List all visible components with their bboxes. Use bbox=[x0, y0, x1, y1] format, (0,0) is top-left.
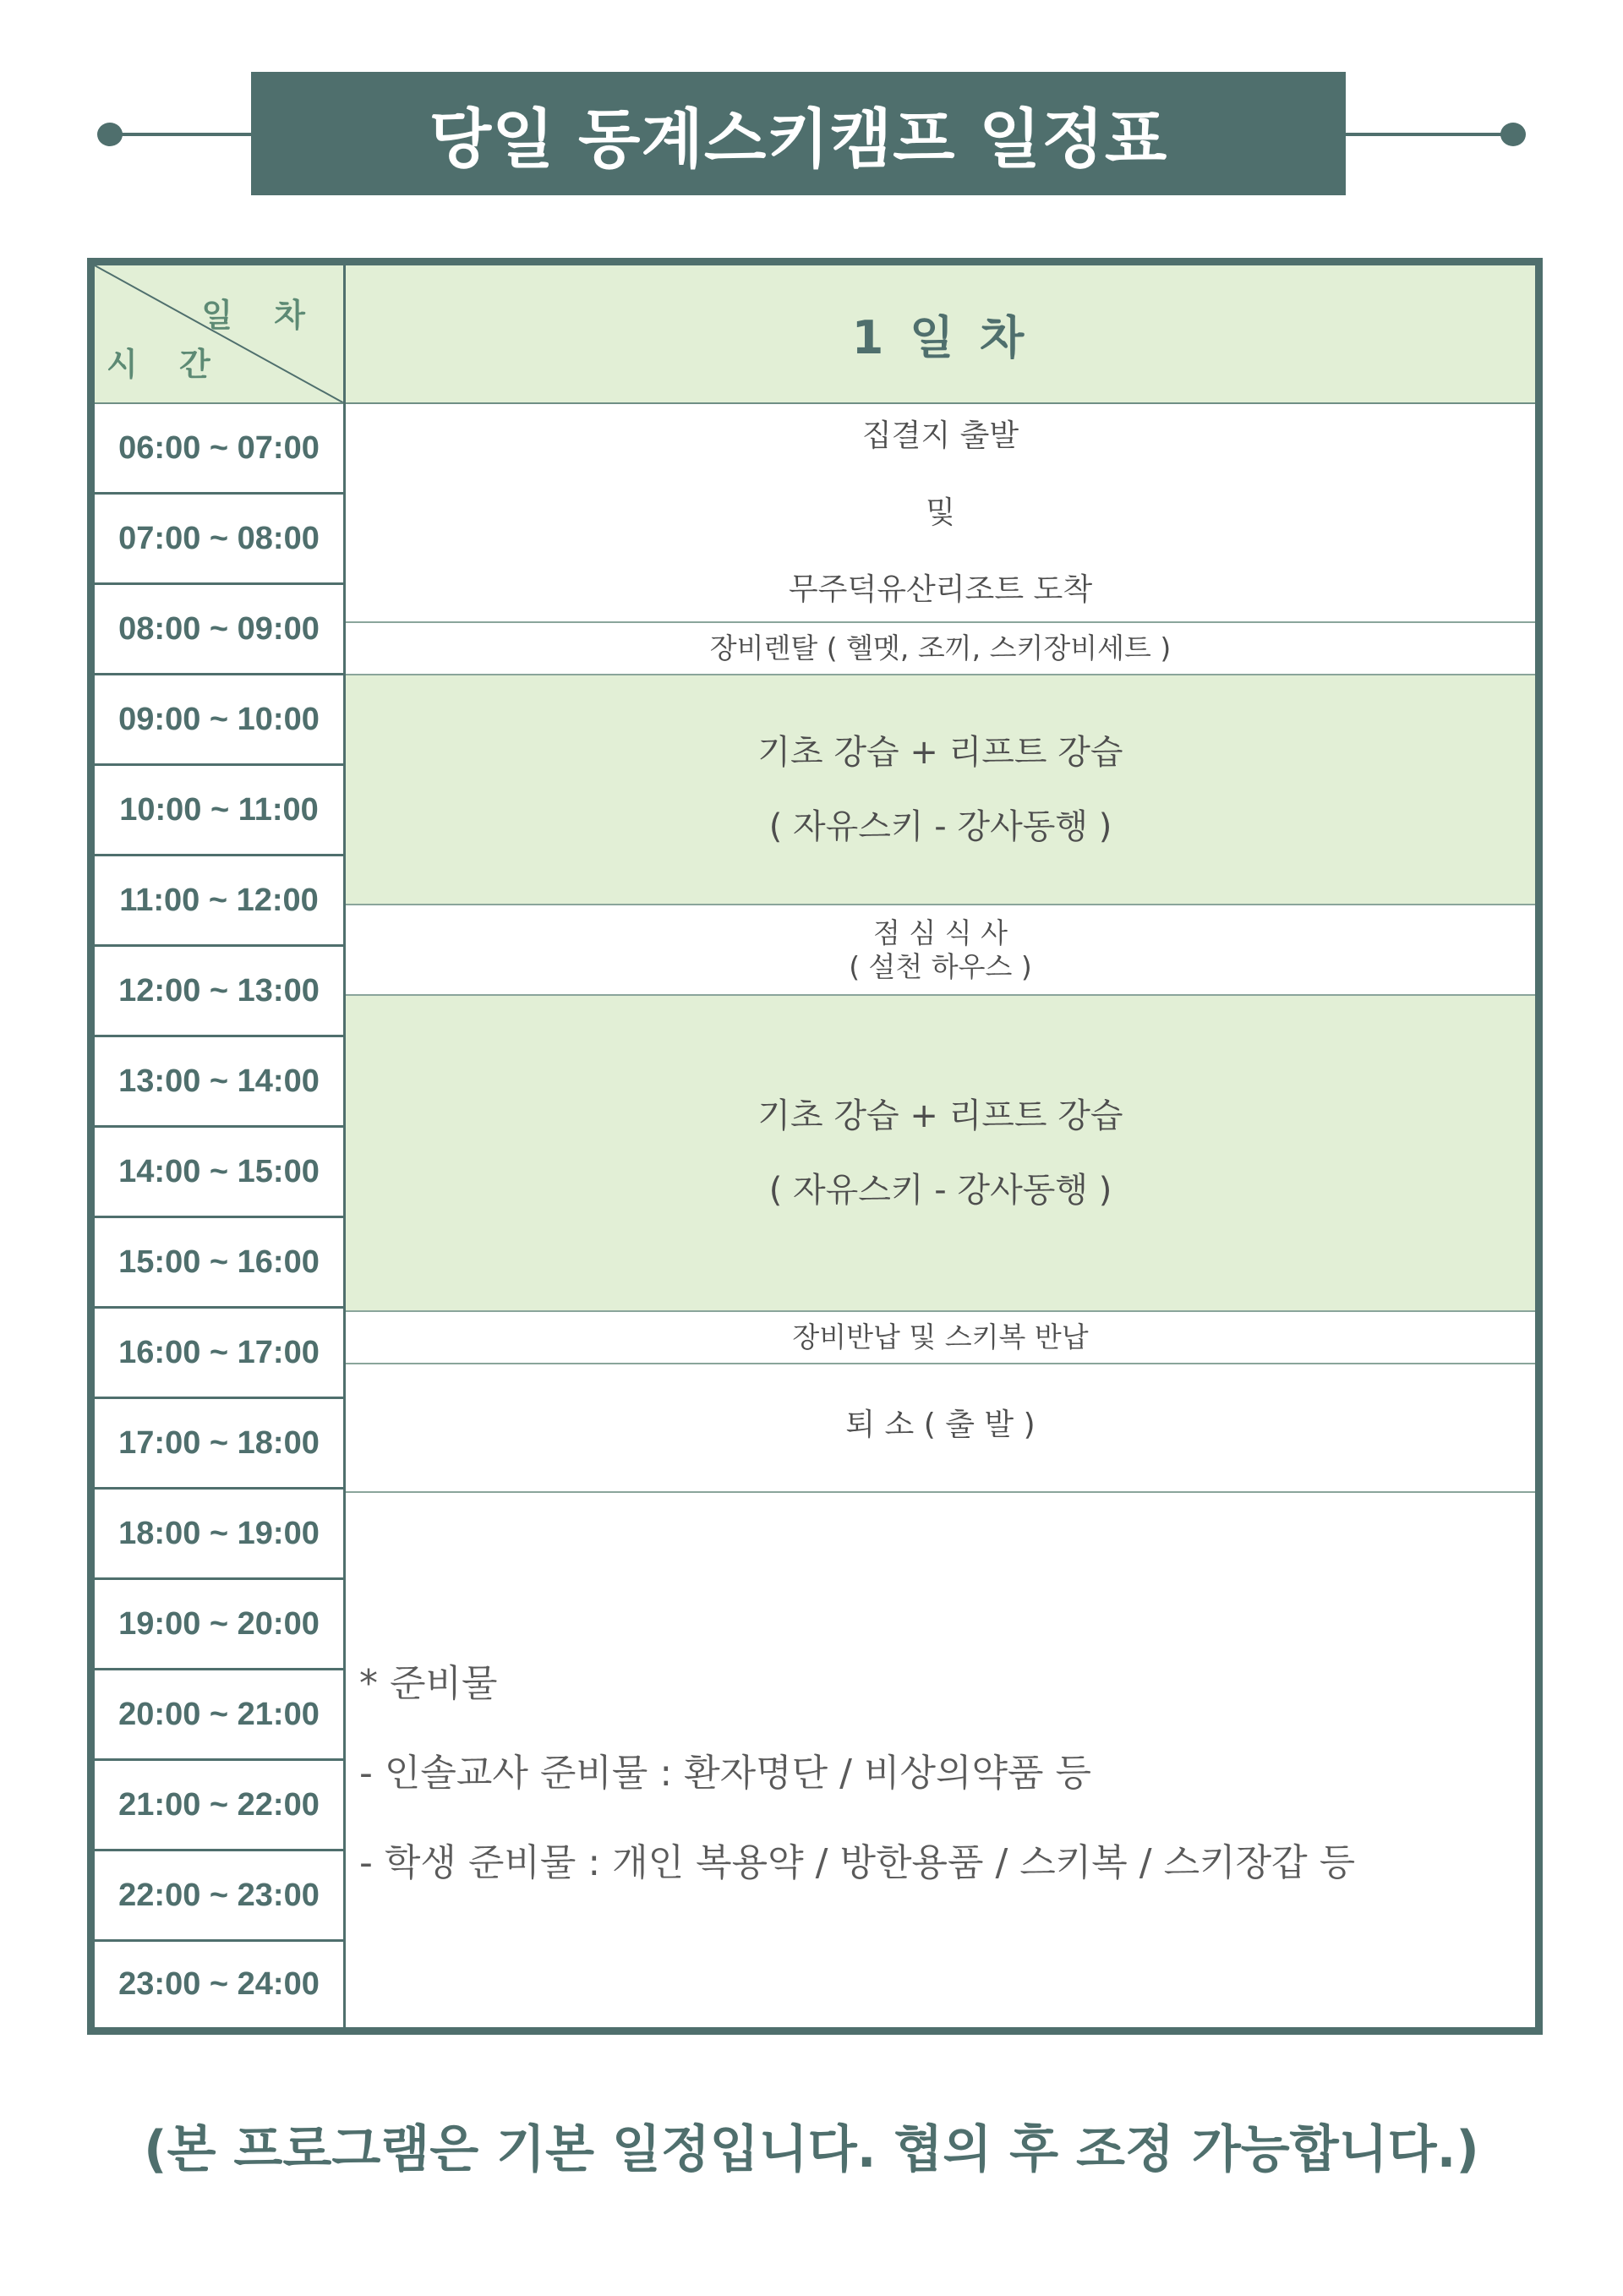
leave-block bbox=[346, 1364, 1535, 1493]
day1-label: 1 일 차 bbox=[851, 310, 1030, 364]
lunch-place-text: ( 설천 하우스 ) bbox=[849, 949, 1032, 983]
page-title: 당일 동계스키캠프 일정표 bbox=[429, 101, 1168, 177]
time-slot: 13:00 ~ 14:00 bbox=[95, 1037, 343, 1128]
depart-arrive-block bbox=[346, 404, 1535, 623]
time-slot: 11:00 ~ 12:00 bbox=[95, 856, 343, 947]
afternoon-lesson-block bbox=[346, 996, 1535, 1312]
time-slot: 21:00 ~ 22:00 bbox=[95, 1761, 343, 1851]
lunch-text: 점 심 식 사 bbox=[873, 916, 1008, 949]
time-slot: 15:00 ~ 16:00 bbox=[95, 1218, 343, 1309]
afternoon-lesson-text: 기초 강습 + 리프트 강습 bbox=[757, 1096, 1123, 1135]
rental-text: 장비렌탈 ( 헬멧, 조끼, 스키장비세트 ) bbox=[709, 631, 1172, 665]
supplies-notes bbox=[359, 1653, 1526, 1886]
morning-lesson-text: 기초 강습 + 리프트 강습 bbox=[757, 733, 1123, 772]
return-equipment-block bbox=[346, 1312, 1535, 1364]
depart-text: 집결지 출발 bbox=[861, 418, 1019, 453]
teacher-supplies: - 인솔교사 준비물 : 환자명단 / 비상의약품 등 bbox=[359, 1752, 1091, 1795]
time-slot: 19:00 ~ 20:00 bbox=[95, 1580, 343, 1670]
title-left-line bbox=[110, 133, 254, 136]
morning-lesson-block bbox=[346, 675, 1535, 905]
time-slot: 17:00 ~ 18:00 bbox=[95, 1399, 343, 1490]
lunch-block bbox=[346, 905, 1535, 996]
corner-time-label: 시 간 bbox=[107, 346, 226, 383]
return-equipment-text: 장비반납 및 스키복 반납 bbox=[792, 1320, 1089, 1354]
time-slot: 08:00 ~ 09:00 bbox=[95, 585, 343, 675]
arrive-text: 무주덕유산리조트 도착 bbox=[788, 572, 1093, 608]
and-text: 및 bbox=[926, 495, 955, 530]
time-slot: 10:00 ~ 11:00 bbox=[95, 766, 343, 856]
corner-day-label: 일 차 bbox=[201, 297, 320, 334]
afternoon-free-ski-text: ( 자유스키 - 강사동행 ) bbox=[768, 1171, 1112, 1210]
student-supplies: - 학생 준비물 : 개인 복용약 / 방한용품 / 스키복 / 스키장갑 등 bbox=[359, 1841, 1356, 1884]
time-slot: 12:00 ~ 13:00 bbox=[95, 947, 343, 1037]
time-slot: 09:00 ~ 10:00 bbox=[95, 675, 343, 766]
time-slot: 23:00 ~ 24:00 bbox=[118, 1966, 320, 2002]
time-slot: 22:00 ~ 23:00 bbox=[95, 1851, 343, 1942]
title-right-line bbox=[1344, 133, 1513, 136]
title-right-dot bbox=[1500, 123, 1526, 146]
time-slot: 07:00 ~ 08:00 bbox=[95, 495, 343, 585]
supplies-heading: * 준비물 bbox=[359, 1662, 498, 1705]
time-slot: 20:00 ~ 21:00 bbox=[95, 1670, 343, 1761]
day1-header bbox=[346, 265, 1535, 404]
time-slot: 16:00 ~ 17:00 bbox=[95, 1309, 343, 1399]
title-banner bbox=[251, 72, 1346, 195]
footer-note: (본 프로그램은 기본 일정입니다. 협의 후 조정 가능합니다.) bbox=[144, 2120, 1479, 2179]
time-slot: 14:00 ~ 15:00 bbox=[95, 1128, 343, 1218]
leave-text: 퇴 소 ( 출 발 ) bbox=[845, 1408, 1036, 1442]
time-slot: 18:00 ~ 19:00 bbox=[95, 1490, 343, 1580]
time-slot: 06:00 ~ 07:00 bbox=[95, 404, 343, 495]
morning-free-ski-text: ( 자유스키 - 강사동행 ) bbox=[768, 807, 1112, 846]
rental-block bbox=[346, 623, 1535, 675]
